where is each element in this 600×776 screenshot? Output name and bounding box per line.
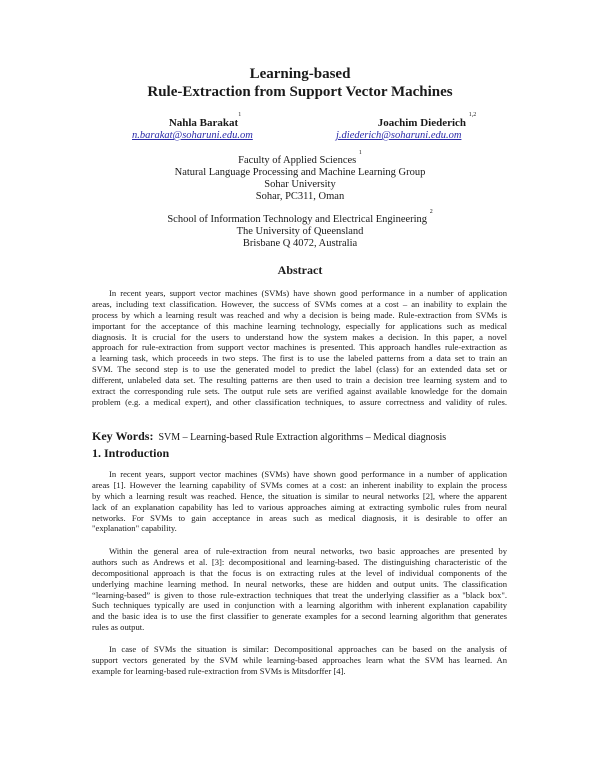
text-line: underlying machine learning method. In neural networks, these are hidden and output units. The classification [92,578,507,589]
text-line: authors such as Andrews et al. [3]: decompositional and learning-based. The distinguishing characteristic of the [92,556,507,567]
paper-title [0,65,600,101]
text-line: areas, including text classification. However, the success of SVMs comes at a cost – an inability to explain the [92,298,507,309]
affiliation-line: Brisbane Q 4072, Australia [242,238,358,249]
text-line: "explanation" capability. [92,523,177,534]
intro-paragraph-1 [92,469,507,534]
text-line: In recent years, support vector machines (SVMs) have shown good performance in a number of application [109,469,507,479]
affiliation-sup: 1 [358,150,362,156]
affiliation-line: Natural Language Processing and Machine Learning Group [174,167,426,178]
title-line-2: Rule-Extraction from Support Vector Machines [147,84,453,100]
affiliation-text: School of Information Technology and Electrical Engineering [167,214,428,225]
text-line: diagnosis. It is crucial for the users to understand how the system makes a decision. In this paper, a novel [92,331,507,342]
affiliation-line: Sohar University [264,179,336,190]
author-sup: 1,2 [468,112,477,118]
keywords [92,429,446,445]
text-line: SVM. The second step is to use the generated model to predict the label (class) for an extended data set or [92,364,507,375]
section-heading-introduction: 1. Introduction [92,446,170,460]
text-line: areas [1]. However the learning capability of SVMs comes at a cost: an inherent inability to explain the process [92,479,507,490]
affiliation-line: Sohar, PC311, Oman [255,191,345,202]
text-line: a learning task, which proceeds in two steps. The first is to use the labeled patterns from a data set to train an [92,353,507,364]
author-name: Nahla Barakat [168,117,239,129]
text-line: decompositional approach is that the focus is on extracting rules at the level of individual components of the [92,567,507,578]
author-2-email-link[interactable]: j.diederich@soharuni.edu.om [336,130,462,141]
abstract-body [92,288,507,408]
text-line: In case of SVMs the situation is similar: Decompositional approaches can be based on the analysis of [109,644,507,654]
text-line: support vectors generated by the SVM while learning-based approaches learn what the SVM has learned. An [92,654,507,665]
keywords-text: SVM – Learning-based Rule Extraction algorithms – Medical diagnosis [158,432,447,443]
text-line: and the basic idea is to use the first classifier to generate examples for a second learning algorithm that generates [92,611,507,622]
affiliation-1 [0,150,600,203]
text-line: important for the acceptance of this machine learning technology, especially for applications such as medical [92,320,507,331]
author-2 [352,112,502,129]
affiliation-2 [0,209,600,250]
text-line: process by which a learning result was reached and why a decision is being made. Rule-extraction from SVMs is [92,309,507,320]
text-line: rules as output. [92,622,145,633]
author-1-email-link[interactable]: n.barakat@soharuni.edu.om [132,130,253,141]
intro-paragraph-2 [92,546,507,633]
text-line: different, unlabeled data set. The resulting patterns are then used to train a decision tree learning system and to [92,375,507,386]
affiliation-line: The University of Queensland [236,226,364,237]
abstract-heading: Abstract [277,263,323,277]
text-line: by which a learning result was reached. Hence, the situation is similar to neural networks [2], where the apparent [92,490,507,501]
text-line: networks. For SVMs to gain acceptance in areas such as medical diagnosis, it is desirable to offer an [92,512,507,523]
intro-paragraph-3 [92,644,507,677]
text-line: approach for rule-extraction from support vector machines is presented. This approach handles rule-extraction as [92,342,507,353]
author-sup: 1 [238,112,242,118]
keywords-label: Key Words: [92,429,154,443]
affiliation-sup: 2 [429,209,433,215]
author-1 [145,112,265,129]
text-line: Within the general area of rule-extraction from neural networks, two basic approaches are presented by [109,546,507,556]
text-line: example for learning-based rule-extraction from SVMs is Mitsdorffer [4]. [92,665,346,676]
text-line: In recent years, support vector machines (SVMs) have shown good performance in a number of application [109,288,507,298]
text-line: “learning-based” is given to those rule-extraction techniques that treat the underlying classifier as a "black box". [92,589,507,600]
text-line: Such techniques typically are used in conjunction with a learning algorithm with inherent explanation capability [92,600,507,611]
affiliation-line [0,150,600,167]
title-line-1: Learning-based [249,66,351,82]
affiliation-line [0,209,600,226]
author-name: Joachim Diederich [377,117,467,129]
text-line: problem (e.g. a medical expert), and other classification techniques, to assure correctness and validity of rules. [92,396,507,407]
affiliation-text: Faculty of Applied Sciences [238,155,357,166]
text-line: extract the corresponding rule sets. The output rule sets are verified against available knowledge for the domain [92,386,507,397]
text-line: lack of an explanation capability has led to various approaches aiming at extracting symbolic rules from neural [92,501,507,512]
